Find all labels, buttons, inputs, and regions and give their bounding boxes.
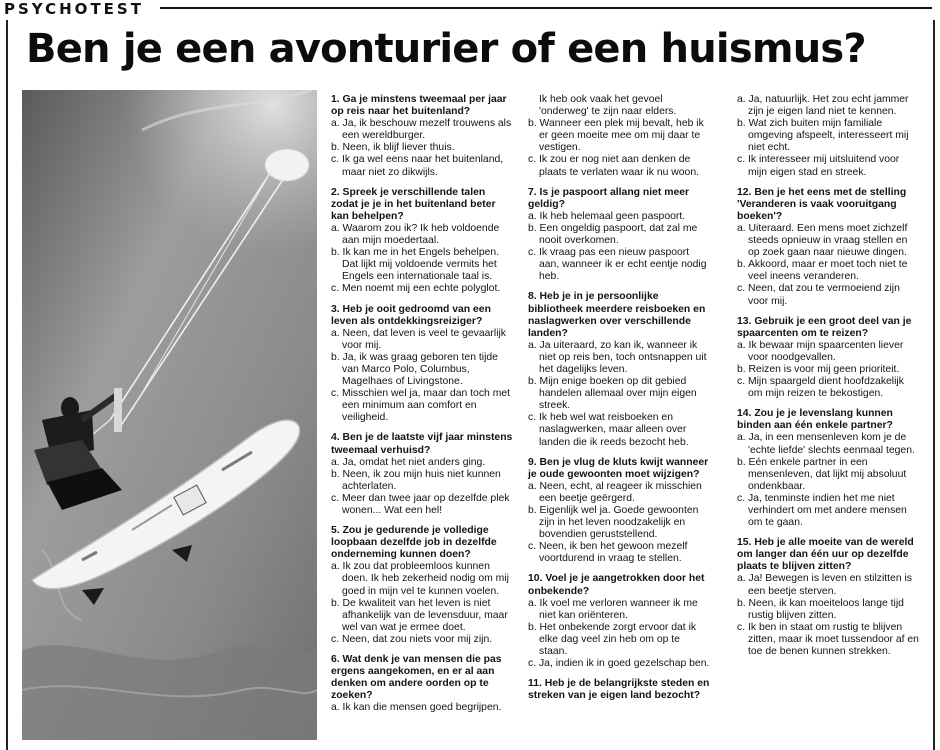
question-title: 6. Wat denk je van mensen die pas ergens aangekomen, en er al aan denken om andere oorden op te zoeken? <box>331 654 502 702</box>
top-rule <box>160 7 932 9</box>
question-title: 12. Ben je het eens met de stelling 'Veranderen is vaak vooruitgang boeken'? <box>737 186 907 222</box>
answer-option: a. Ik heb helemaal geen paspoort. <box>528 210 686 222</box>
answer-option: c. Ja, indien ik in goed gezelschap ben. <box>528 658 710 670</box>
answer-option: b. Eén enkele partner in een mensenleven, dat lijkt mij absoluut ondenkbaar. <box>737 456 907 492</box>
answer-option: a. Ja, in een mensenleven kom je de 'echte liefde' slechts eenmaal tegen. <box>737 432 915 456</box>
answer-option: a. Ik kan die mensen goed begrijpen. <box>331 702 502 714</box>
question-7 <box>528 187 711 284</box>
answer-option: a. Neen, dat leven is veel te gevaarlijk voor mij. <box>331 327 507 351</box>
answer-option: b. Eigenlijk wel ja. Goede gewoonten zijn in het leven noodzakelijk en bovendien geruststellend. <box>528 505 699 541</box>
question-3 <box>331 304 514 425</box>
answer-option: c. Neen, dat zou te vermoeiend zijn voor mij. <box>737 283 900 307</box>
question-6 <box>331 654 514 714</box>
question-15 <box>737 537 920 658</box>
question-title: 8. Heb je in je persoonlijke bibliotheek meerdere reisboeken en naslagwerken over verschillende landen? <box>528 291 706 339</box>
question-title: 7. Is je paspoort allang niet meer geldig? <box>528 186 690 210</box>
answer-option: a. Neen, echt, al reageer ik misschien een beetje geërgerd. <box>528 480 702 504</box>
windsurfer-photo <box>22 90 317 740</box>
answer-option: a. Uiteraard. Een mens moet zichzelf steeds opnieuw in vraag stellen en op zoek gaan naar nieuwe dingen. <box>737 222 908 259</box>
answer-option: c. Ik ben in staat om rustig te blijven zitten, maar ik moet tussendoor af en toe de benen kunnen strekken. <box>737 621 919 658</box>
question-title: 1. Ga je minstens tweemaal per jaar op reis naar het buitenland? <box>331 94 507 118</box>
answer-option: b. Ja, ik was graag geboren ten tijde van Marco Polo, Columbus, Magelhaes of Livingstone. <box>331 351 498 388</box>
question-title: 10. Voel je je aangetrokken door het onbekende? <box>528 573 705 597</box>
answer-option: c. Ik ga wel eens naar het buitenland, maar niet zo dikwijls. <box>331 154 504 178</box>
question-5 <box>331 525 514 646</box>
question-title: 5. Zou je gedurende je volledige loopbaan dezelfde job in dezelfde onderneming kunnen doen? <box>331 525 497 561</box>
answer-option: c. Ik heb wel wat reisboeken en naslagwerken, maar alleen over landen die ik reeds bezocht heb. <box>528 412 689 448</box>
answer-option: b. Neen, ik zou mijn huis niet kunnen achterlaten. <box>331 468 501 492</box>
question-title: 2. Spreek je verschillende talen zodat je je in het buitenland beter kan behelpen? <box>331 186 496 222</box>
answer-option: c. Meer dan twee jaar op dezelfde plek wonen... Wat een hel! <box>331 492 510 516</box>
questions-column-2 <box>528 94 711 710</box>
question-13 <box>737 316 920 401</box>
answer-option: a. Ik bewaar mijn spaarcenten liever voor noodgevallen. <box>737 339 904 363</box>
question-title: 4. Ben je de laatste vijf jaar minstens tweemaal verhuisd? <box>331 432 513 456</box>
answer-option: b. Neen, ik blijf liever thuis. <box>331 142 455 154</box>
question-9 <box>528 457 711 566</box>
answer-option: b. Neen, ik kan moeiteloos lange tijd rustig blijven zitten. <box>737 597 904 621</box>
answer-option: a. Ja, ik beschouw mezelf trouwens als een wereldburger. <box>331 118 512 142</box>
answer-option: b. Een ongeldig paspoort, dat zal me nooit overkomen. <box>528 222 698 247</box>
headline: Ben je een avonturier of een huismus? <box>26 26 866 72</box>
answer-option: a. Waarom zou ik? Ik heb voldoende aan mijn moedertaal. <box>331 222 500 247</box>
question-2 <box>331 187 514 296</box>
question-6-continued <box>528 94 711 179</box>
questions-column-3 <box>737 94 920 666</box>
question-title: 11. Heb je de belangrijkste steden en streken van je eigen land bezocht? <box>528 678 710 702</box>
answer-option: a. Ja, omdat het niet anders ging. <box>331 456 486 468</box>
answer-option: b. Wanneer een plek mij bevalt, heb ik er geen moeite mee om mij daar te vestigen. <box>528 118 704 154</box>
section-label: PSYCHOTEST <box>4 0 144 18</box>
answer-option: c. Neen, dat zou niets voor mij zijn. <box>331 633 493 645</box>
answer-option: b. Het onbekende zorgt ervoor dat ik elke dag veel zin heb om op te staan. <box>528 621 697 658</box>
question-title: 14. Zou je je levenslang kunnen binden aan één enkele partner? <box>737 408 893 432</box>
question-title: 13. Gebruik je een groot deel van je spaarcenten om te reizen? <box>737 315 912 339</box>
answer-option: c. Ik interesseer mij uitsluitend voor mijn eigen stad en streek. <box>737 154 900 178</box>
question-8 <box>528 291 711 448</box>
answer-option: c. Mijn spaargeld dient hoofdzakelijk om mijn reizen te bekostigen. <box>737 376 904 400</box>
question-4 <box>331 432 514 517</box>
answer-option: c. Misschien wel ja, maar dan toch met een minimum aan comfort en veiligheid. <box>331 388 511 424</box>
question-11-answers <box>737 94 920 179</box>
answer-option: b. Wat zich buiten mijn familiale omgeving afspeelt, interesseert mij niet echt. <box>737 118 909 154</box>
answer-option: c. Ik zou er nog niet aan denken de plaats te verlaten waar ik nu woon. <box>528 154 699 178</box>
question-12 <box>737 187 920 308</box>
answer-option: a. Ja, natuurlijk. Het zou echt jammer zijn je eigen land niet te kennen. <box>737 94 909 118</box>
question-title: 15. Heb je alle moeite van de wereld om langer dan één uur op dezelfde plaats te blijven zitten? <box>737 537 914 573</box>
windsurfer-illustration <box>22 90 317 740</box>
answer-option: a. Ik voel me verloren wanneer ik me niet kan oriënteren. <box>528 597 698 621</box>
answer-option: c. Men noemt mij een echte polyglot. <box>331 283 501 295</box>
answer-option: b. Reizen is voor mij geen prioriteit. <box>737 363 900 375</box>
question-title: 9. Ben je vlug de kluts kwijt wanneer je oude gewoonten moet wijzigen? <box>528 456 709 480</box>
answer-option: c. Ik vraag pas een nieuw paspoort aan, wanneer ik er echt eentje nodig heb. <box>528 247 707 283</box>
answer-option: c. Neen, ik ben het gewoon mezelf voortdurend in vraag te stellen. <box>528 541 688 565</box>
answer-option: c. Ja, tenminste indien het me niet verhindert om met andere mensen om te gaan. <box>737 492 907 529</box>
answer-option: a. Ik zou dat probleemloos kunnen doen. Ik heb zekerheid nodig om mij goed in mijn vel te kunnen voelen. <box>331 561 509 597</box>
answer-continuation: Ik heb ook vaak het gevoel 'onderweg' te zijn naar elders. <box>539 94 677 118</box>
question-14 <box>737 408 920 529</box>
answer-option: a. Ja uiteraard, zo kan ik, wanneer ik niet op reis ben, toch ontsnappen uit het dagelijks leven. <box>528 339 707 375</box>
questions-column-1 <box>331 94 514 723</box>
answer-option: b. De kwaliteit van het leven is niet afhankelijk van de levensduur, maar wel van wat je ermee doet. <box>331 597 508 633</box>
answer-option: b. Mijn enige boeken op dit gebied handelen allemaal over mijn eigen streek. <box>528 376 697 412</box>
answer-option: b. Ik kan me in het Engels behelpen. Dat lijkt mij voldoende vermits het Engels een internationale taal is. <box>331 247 500 283</box>
question-10 <box>528 573 711 670</box>
question-title: 3. Heb je ooit gedroomd van een leven als ontdekkingsreiziger? <box>331 303 491 327</box>
question-11 <box>528 678 711 702</box>
answer-option: a. Ja! Bewegen is leven en stilzitten is een beetje sterven. <box>737 573 913 597</box>
answer-option: b. Akkoord, maar er moet toch niet te veel ineens veranderen. <box>737 259 908 283</box>
question-1 <box>331 94 514 179</box>
